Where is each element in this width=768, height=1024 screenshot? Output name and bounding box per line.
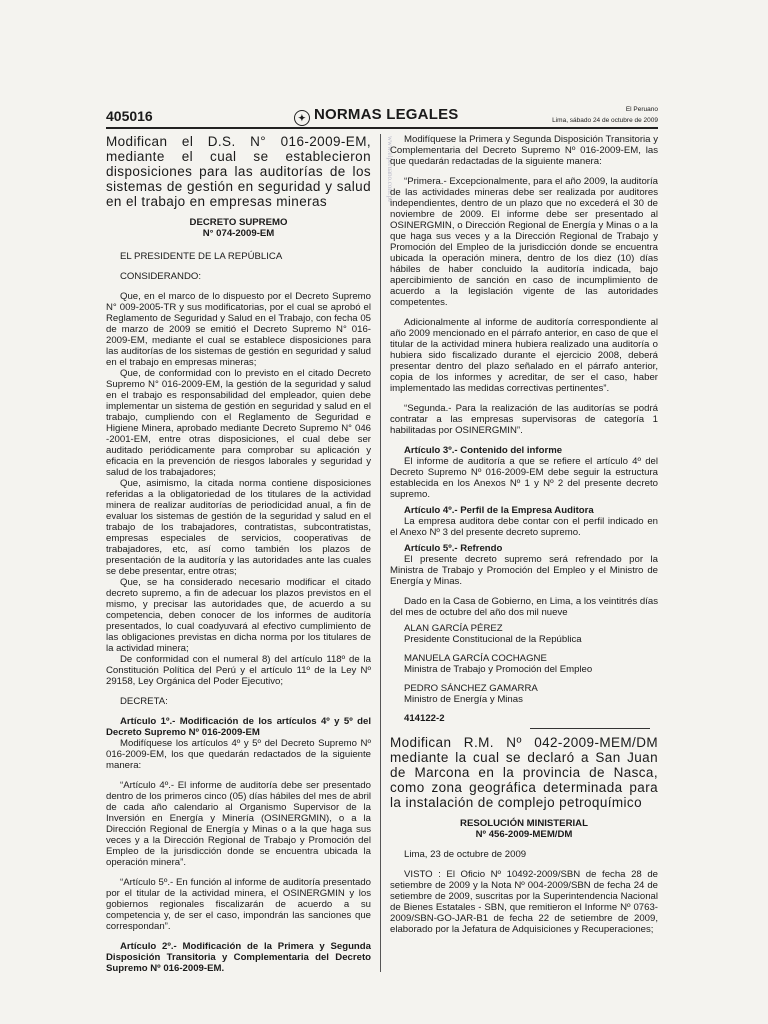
newspaper-page <box>106 96 658 976</box>
publication-date: Lima, sábado 24 de octubre de 2009 <box>552 117 658 124</box>
law-title: Modifican el D.S. N° 016-2009-EM, mediante el cual se establecieron disposiciones para las auditorías de los sistemas de gestión en seguridad y salud en el trabajo en empresas mineras <box>106 134 371 209</box>
decreta-heading: DECRETA: <box>120 696 168 707</box>
signatory-role: Ministra de Trabajo y Promoción del Empleo <box>404 664 593 675</box>
considerando-heading: CONSIDERANDO: <box>120 271 202 282</box>
coat-of-arms-icon: ✦ <box>294 110 310 126</box>
signatory-name: PEDRO SÁNCHEZ GAMARRA <box>404 683 538 694</box>
page-header <box>106 96 658 128</box>
resolution-number: Nº 456-2009-MEM/DM <box>475 829 573 840</box>
decree-number: N° 074-2009-EM <box>202 228 275 239</box>
section-title <box>294 106 458 126</box>
article-heading: Artículo 3º.- Contenido del informe <box>404 445 563 456</box>
article-heading: Artículo 5º.- Refrendo <box>404 543 503 554</box>
paragraph: Que, se ha considerado necesario modificar el citado decreto supremo, a fin de adecuar los plazos previstos en el mismo, y precisar las autoridades que, de acuerdo a su competencia, deben conocer de los informes de auditoría presentados, lo cual coadyuvará al efectivo cumplimiento de las obligaciones previstas en dicha norma por los titulares de la actividad minera; <box>106 577 371 654</box>
quoted-article: “Artículo 4º.- El informe de auditoría debe ser presentado dentro de los primeros cinco (05) días hábiles del mes de abril de cada año calendario al Organismo Supervisor de la Inversión en Energía y Minería (OSINERGMIN), o a la Dirección Regional de Energía y Minas o a la que haga sus veces y a la Dirección Regional de Trabajo y Promoción del Empleo de la jurisdicción donde se encuentra ubicada la operación minera”. <box>106 780 371 868</box>
paragraph: Modifíquese la Primera y Segunda Disposición Transitoria y Complementaria del Decreto Supremo Nº 016-2009-EM, las que quedarán redactadas de la siguiente manera: <box>390 134 658 167</box>
law-title: Modifican R.M. Nº 042-2009-MEM/DM mediante la cual se declaró a San Juan de Marcona en la provincia de Nasca, como zona geográfica determinada para la instalación de complejo petroquímico <box>390 735 658 810</box>
publisher-name: El Peruano <box>625 106 658 113</box>
paragraph: Adicionalmente al informe de auditoría correspondiente al año 2009 mencionado en el párrafo anterior, en caso de que el titular de la actividad minera hubiera realizado una auditoría o hubiera sido fiscalizado durante el ejercicio 2008, deberá presentar dentro del plazo señalado en el párrafo anterior, copia de los informes y acreditar, de ser el caso, haber implementado las medidas correctivas pertinentes”. <box>390 317 658 394</box>
article-heading: Artículo 2º.- Modificación de la Primera y Segunda Disposición Transitoria y Complementaria del Decreto Supremo Nº 016-2009-EM. <box>106 941 371 974</box>
signature-block <box>390 683 658 705</box>
page-number: 405016 <box>106 108 153 124</box>
president-line: EL PRESIDENTE DE LA REPÚBLICA <box>120 251 283 262</box>
column-divider <box>380 134 381 972</box>
signature-block <box>390 623 658 645</box>
paragraph: VISTO : El Oficio Nº 10492-2009/SBN de fecha 28 de setiembre de 2009 y la Nota Nº 004-2009/SBN de fecha 24 de setiembre de 2009, suscritas por la Superintendencia Nacional de Bienes Estatales - SBN, que remitieron el Informe Nº 0763-2009/SBN-GO-JAR-B1 de fecha 22 de setiembre de 2009, elaborado por la Jefatura de Adquisiciones y Recuperaciones; <box>390 869 658 935</box>
quoted-provision: “Segunda.- Para la realización de las auditorías se podrá contratar a las empresas supervisoras de categoría 1 habilitadas por OSINERGMIN”. <box>390 403 658 436</box>
article-heading: Artículo 4º.- Perfil de la Empresa Auditora <box>404 505 594 516</box>
signatory-name: MANUELA GARCÍA COCHAGNE <box>404 653 547 664</box>
paragraph: Modifíquese los artículos 4º y 5º del Decreto Supremo Nº 016-2009-EM, los que quedarán redactados de la siguiente manera: <box>106 738 371 771</box>
resolution-label: RESOLUCIÓN MINISTERIAL <box>460 818 588 829</box>
left-column <box>106 134 371 979</box>
paragraph: La empresa auditora debe contar con el perfil indicado en el Anexo Nº 3 del presente decreto supremo. <box>390 516 658 538</box>
paragraph: El informe de auditoría a que se refiere el artículo 4º del Decreto Supremo Nº 016-2009-EM debe seguir la estructura establecida en los Anexos Nº 1 y Nº 2 del presente decreto supremo. <box>390 456 658 500</box>
signature-block <box>390 653 658 675</box>
document-code: 414122-2 <box>404 713 445 724</box>
section-title-text: NORMAS LEGALES <box>314 106 459 123</box>
quoted-provision: “Primera.- Excepcionalmente, para el año 2009, la auditoría de las actividades mineras debe ser realizada por auditores independientes, dentro de un plazo que no excederá el 30 de noviembre de 2009. El informe debe ser presentado al OSINERGMIN, o Dirección Regional de Energía y Minas o a la que haga sus veces y a la Dirección Regional de Trabajo y Promoción del Empleo de la jurisdicción donde se encuentra ubicada la operación minera, dentro de los diez (10) días hábiles de haber concluido la auditoría indicada, bajo apercibimiento de sanción en caso de incumplimiento de acuerdo a la legislación vigente de las autoridades competentes. <box>390 176 658 308</box>
separator-line <box>530 728 650 729</box>
right-column <box>390 134 658 940</box>
paragraph: Que, en el marco de lo dispuesto por el Decreto Supremo N° 009-2005-TR y sus modificatorias, por el cual se aprobó el Reglamento de Seguridad y Salud en el Trabajo, con fecha 05 de marzo de 2009 se emitió el Decreto Supremo N° 016-2009-EM, mediante el cual se establece disposiciones para las auditorías de los sistemas de gestión en seguridad y salud en el trabajo en empresas mineras; <box>106 291 371 368</box>
decree-label: DECRETO SUPREMO <box>189 217 288 228</box>
watermark: www.elperuano.com.pe <box>386 136 394 203</box>
dateline: Lima, 23 de octubre de 2009 <box>404 849 527 860</box>
paragraph: Que, de conformidad con lo previsto en el citado Decreto Supremo N° 016-2009-EM, la gestión de la seguridad y salud en el trabajo es responsabilidad del empleador, quien debe implementar un sistema de gestión en seguridad y salud en el trabajo, cumpliendo con el Reglamento de Seguridad e Higiene Minera, aprobado mediante Decreto Supremo N° 046 -2001-EM, entre otras disposiciones, el cual debe ser auditado periódicamente para comprobar su aplicación y eficacia en la prevención de riesgos laborales y seguridad y salud de los trabajadores; <box>106 368 371 478</box>
paragraph: Que, asimismo, la citada norma contiene disposiciones referidas a la obligatoriedad de los titulares de la actividad minera de realizar auditorías de periodicidad anual, a fin de evaluar los sistemas de gestión de la seguridad y salud en el trabajo de los trabajadores, contratistas, subcontratistas, empresas especiales de servicios, cooperativas de trabajadores, etc, así como también los plazos de presentación de la auditoría y las autoridades ante las cuales se debe presentar, entre otras; <box>106 478 371 577</box>
article-heading: Artículo 1º.- Modificación de los artículos 4º y 5º del Decreto Supremo Nº 016-2009-EM <box>106 716 371 738</box>
signatory-role: Presidente Constitucional de la República <box>404 634 582 645</box>
quoted-article: “Artículo 5º.- En función al informe de auditoría presentado por el titular de la actividad minera, el OSINERGMIN y los gobiernos regionales fiscalizarán de acuerdo a su competencia y, de ser el caso, impondrán las sanciones que correspondan”. <box>106 877 371 932</box>
signatory-name: ALAN GARCÍA PÉREZ <box>404 623 503 634</box>
closing-paragraph: Dado en la Casa de Gobierno, en Lima, a los veintitrés días del mes de octubre del año dos mil nueve <box>390 596 658 618</box>
signatory-role: Ministro de Energía y Minas <box>404 694 523 705</box>
header-rule <box>106 127 658 129</box>
paragraph: De conformidad con el numeral 8) del artículo 118º de la Constitución Política del Perú y el artículo 11º de la Ley Nº 29158, Ley Orgánica del Poder Ejecutivo; <box>106 654 371 687</box>
paragraph: El presente decreto supremo será refrendado por la Ministra de Trabajo y Promoción del Empleo y el Ministro de Energía y Minas. <box>390 554 658 587</box>
